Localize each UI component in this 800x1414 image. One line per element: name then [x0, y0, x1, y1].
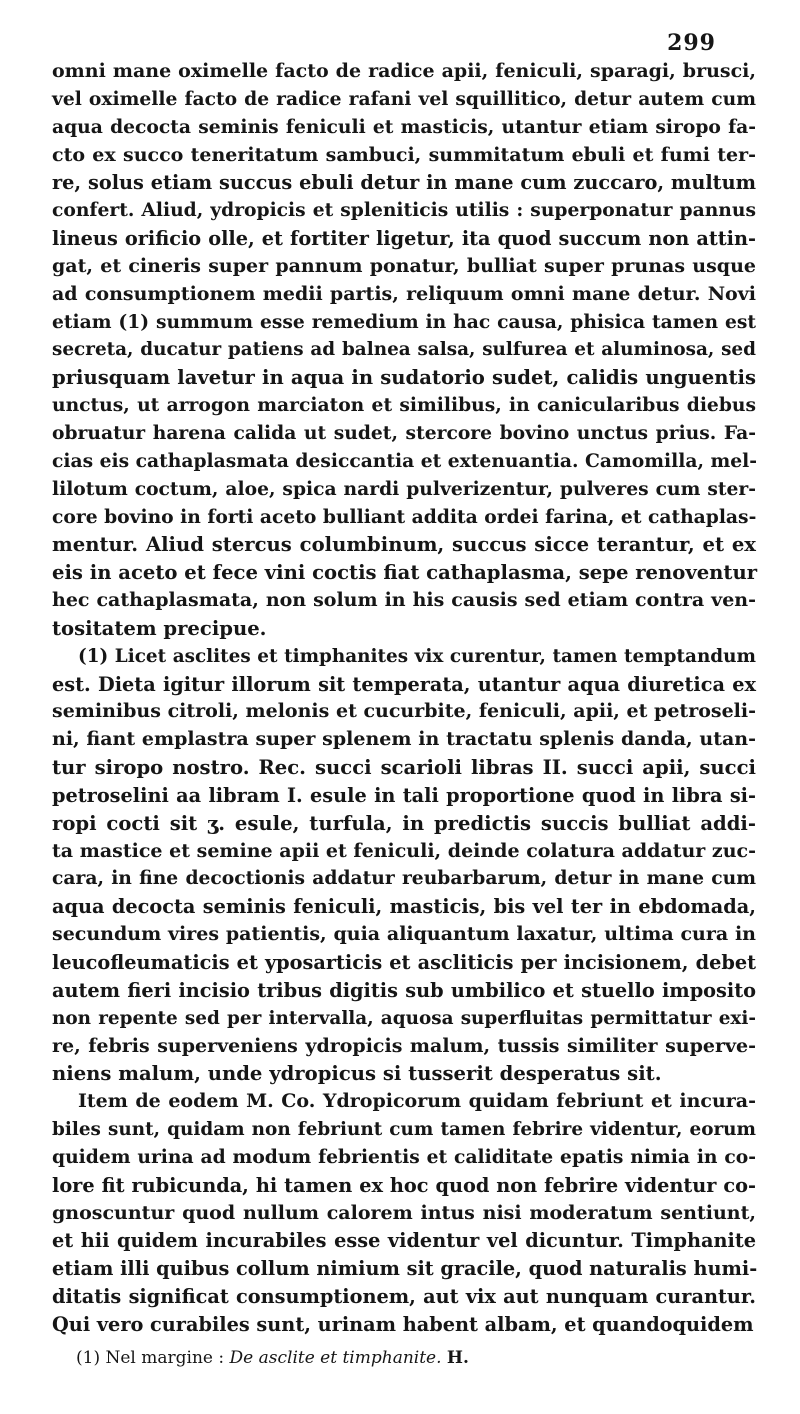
footnote — [76, 1348, 469, 1368]
text-line: cias eis cathaplasmata desiccantia et extenuantia. Camomilla, mel- — [52, 449, 757, 472]
text-line: cara, in fine decoctionis addatur reubarbarum, detur in mane cum — [52, 867, 756, 890]
text-line: quidem urina ad modum febrientis et caliditate epatis nimia in co- — [52, 1145, 756, 1168]
text-line: cto ex succo teneritatum sambuci, summitatum ebuli et fumi ter- — [52, 143, 756, 166]
text-line: Item de eodem M. Co. Ydropicorum quidam febriunt et incura- — [78, 1090, 756, 1113]
text-line: etiam (1) summum esse remedium in hac causa, phisica tamen est — [52, 310, 756, 333]
text-line: ditatis significat consumptionem, aut vix aut nunquam curantur. — [52, 1285, 756, 1309]
text-line: hec cathaplasmata, non solum in his causis sed etiam contra ven- — [52, 589, 756, 612]
text-line: tur siropo nostro. Rec. succi scarioli libras II. succi apii, succi — [52, 756, 756, 780]
text-line: biles sunt, quidam non febriunt cum tamen febrire videntur, eorum — [52, 1119, 756, 1141]
text-line: lineus orificio olle, et fortiter ligetur, ita quod succum non attin- — [52, 227, 756, 251]
text-line: non repente sed per intervalla, aquosa superfluitas permittatur exi- — [52, 1007, 756, 1029]
text-line: unctus, ut arrogon marciaton et similibus, in canicularibus diebus — [52, 394, 756, 417]
text-line: aqua decocta seminis feniculi et masticis, utantur etiam siropo fa- — [52, 115, 756, 138]
text-line: obruatur harena calida ut sudet, stercore bovino unctus prius. Fa- — [52, 421, 756, 444]
text-line: re, febris superveniens ydropicis malum, tussis similiter superve- — [52, 1034, 756, 1057]
text-line: ta mastice et semine apii et feniculi, deinde colatura addatur zuc- — [52, 839, 756, 862]
text-line: autem fieri incisio tribus digitis sub umbilico et stuello imposito — [52, 978, 756, 1002]
text-line: (1) Licet asclites et timphanites vix curentur, tamen temptandum — [78, 645, 756, 667]
text-line: leucofleumaticis et yposarticis et ascliticis per incisionem, debet — [52, 951, 756, 974]
text-line: core bovino in forti aceto bulliant addita ordei farina, et cathaplas- — [52, 505, 757, 528]
text-line: aqua decocta seminis feniculi, masticis, bis vel ter in ebdomada, — [52, 895, 756, 919]
text-line: seminibus citroli, melonis et cucurbite, feniculi, apii, et petroseli- — [52, 700, 756, 723]
text-line: mentur. Aliud stercus columbinum, succus sicce terantur, et ex — [52, 533, 756, 557]
footnote-marker: (1) — [76, 1348, 101, 1368]
footnote-title: De asclite et timphanite. — [229, 1348, 442, 1368]
text-line: Qui vero curabiles sunt, urinam habent albam, et quandoquidem — [52, 1312, 754, 1336]
body-text — [52, 58, 756, 1339]
text-line: niens malum, unde ydropicus si tusserit desperatus sit. — [52, 1062, 662, 1086]
text-line: lilotum coctum, aloe, spica nardi pulverizentur, pulveres cum ster- — [52, 477, 756, 500]
text-line: lore fit rubicunda, hi tamen ex hoc quod non febrire videntur co- — [52, 1173, 756, 1197]
text-line: eis in aceto et fece vini coctis fiat cathaplasma, sepe renoventur — [52, 561, 758, 585]
text-line: tositatem precipue. — [52, 616, 267, 640]
text-line: ad consumptionem medii partis, reliquum omni mane detur. Novi — [52, 282, 756, 305]
text-line: est. Dieta igitur illorum sit temperata, utantur aqua diuretica ex — [52, 672, 756, 696]
text-line: re, solus etiam succus ebuli detur in mane cum zuccaro, multum — [52, 171, 756, 195]
text-line: petroselini aa libram I. esule in tali proportione quod in libra si- — [52, 783, 756, 807]
text-line: gat, et cineris super pannum ponatur, bulliat super prunas usque — [52, 254, 756, 277]
page-number: 299 — [667, 30, 716, 56]
text-line: ni, fiant emplastra super splenem in tractatu splenis danda, utan- — [52, 728, 756, 751]
text-line: secreta, ducatur patiens ad balnea salsa, sulfurea et aluminosa, sed — [52, 339, 756, 361]
text-line: vel oximelle facto de radice rafani vel squillitico, detur autem cum — [52, 87, 756, 110]
footnote-prefix: Nel margine : — [105, 1348, 225, 1368]
footnote-signature: H. — [446, 1348, 469, 1368]
text-line: gnoscuntur quod nullum calorem intus nisi moderatum sentiunt, — [52, 1201, 756, 1224]
text-line: priusquam lavetur in aqua in sudatorio sudet, calidis unguentis — [52, 366, 756, 390]
text-line: etiam illi quibus collum nimium sit gracile, quod naturalis humi- — [52, 1257, 758, 1281]
text-line: et hii quidem incurabiles esse videntur vel dicuntur. Timphanite — [52, 1229, 756, 1253]
text-line: secundum vires patientis, quia aliquantum laxatur, ultima cura in — [52, 923, 756, 946]
text-line: confert. Aliud, ydropicis et spleniticis utilis : superponatur pannus — [52, 199, 756, 222]
text-line: omni mane oximelle facto de radice apii, feniculi, sparagi, brusci, — [52, 60, 756, 82]
text-line: ropi cocti sit ʒ. esule, turfula, in predictis succis bulliat addi- — [52, 811, 756, 835]
